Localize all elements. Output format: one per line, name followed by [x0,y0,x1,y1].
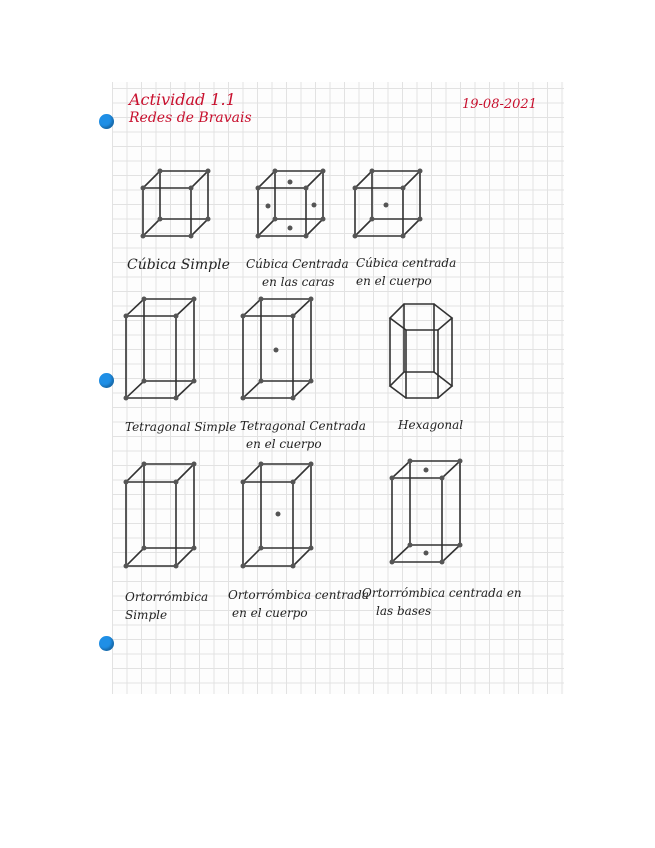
orthorhombic-body-centered-lattice [241,462,314,569]
page-subtitle: Redes de Bravais [129,110,252,126]
activity-title: Actividad 1.1 [129,90,236,109]
caption-cubic-bcc-line2: en el cuerpo [356,274,432,288]
caption-orthorhombic-simple-line1: Ortorrómbica [125,590,209,604]
caption-orthorhombic-base-line2: las bases [376,604,432,618]
caption-cubic-simple: Cúbica Simple [127,257,230,273]
cubic-face-centered-lattice [256,169,326,239]
caption-cubic-bcc-line1: Cúbica centrada [356,256,457,270]
caption-tetragonal-simple: Tetragonal Simple [125,420,237,434]
caption-cubic-fcc-line1: Cúbica Centrada [246,257,349,271]
caption-orthorhombic-bc-line1: Ortorrómbica centrada [228,588,370,602]
hexagonal-lattice [390,304,452,398]
caption-cubic-fcc-line2: en las caras [262,275,335,289]
orthorhombic-simple-lattice [124,462,197,569]
caption-orthorhombic-bc-line2: en el cuerpo [232,606,308,620]
caption-orthorhombic-simple-line2: Simple [125,608,168,622]
tetragonal-simple-lattice [124,297,197,401]
caption-orthorhombic-base-line1: Ortorrómbica centrada en [362,586,522,600]
cubic-body-centered-lattice [353,169,423,239]
caption-tetragonal-bc-line2: en el cuerpo [246,437,322,451]
caption-tetragonal-bc-line1: Tetragonal Centrada [240,419,366,433]
date-label: 19-08-2021 [462,97,537,112]
cubic-simple-lattice [141,169,211,239]
orthorhombic-base-centered-lattice [390,459,463,565]
tetragonal-body-centered-lattice [241,297,314,401]
caption-hexagonal: Hexagonal [398,418,464,432]
